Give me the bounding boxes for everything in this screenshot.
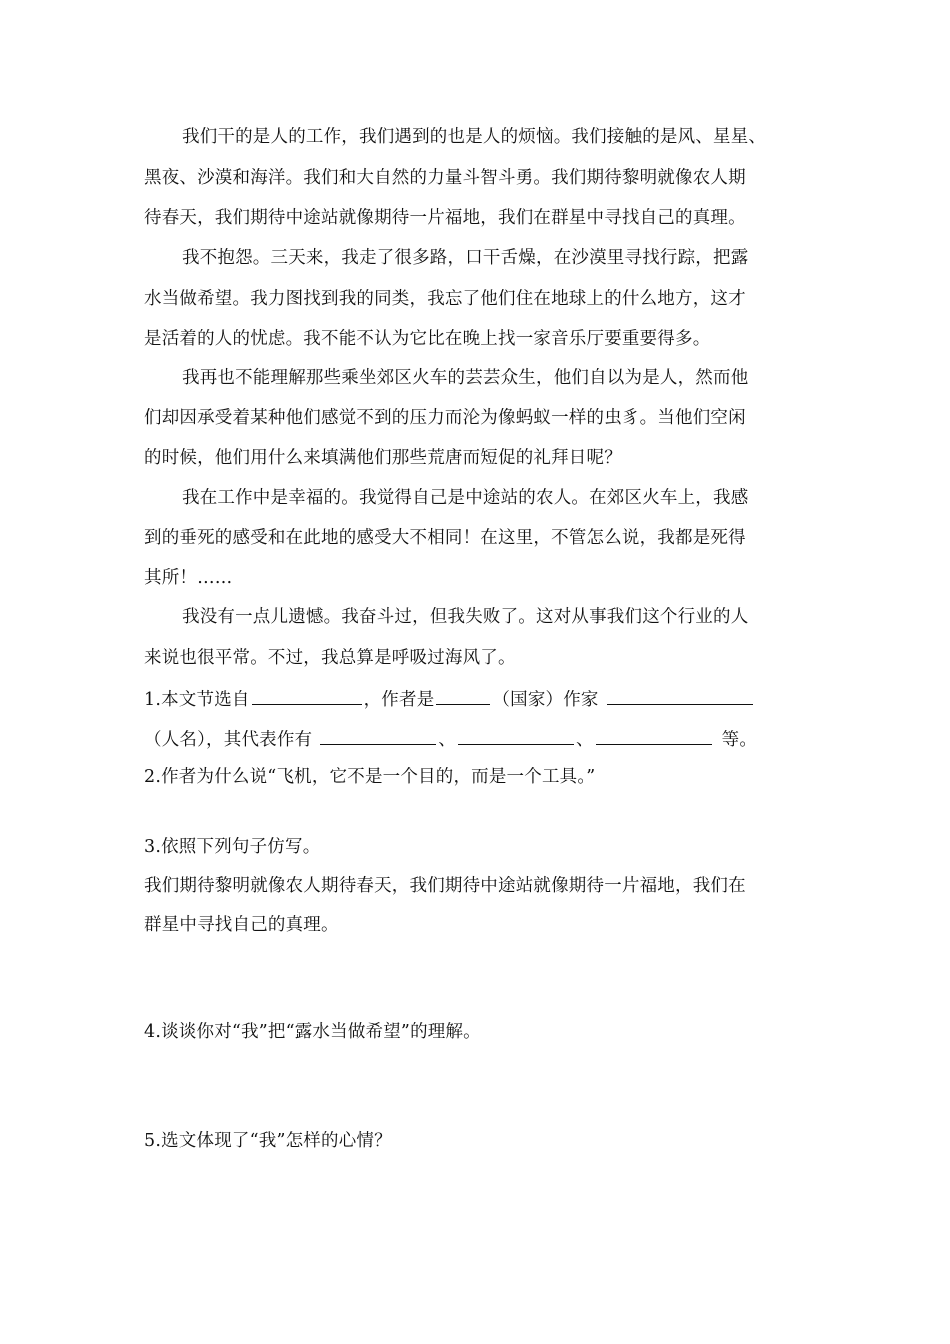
question-3-answer-area[interactable] [144,950,794,1010]
paragraph-3-line-3: 的时候，他们用什么来填满他们那些荒唐而短促的礼拜日呢？ [144,448,622,468]
answer-blank-source[interactable] [252,686,362,705]
paragraph-2-line-3: 是活着的人的忧虑。我不能不认为它比在晚上找一家音乐厅要重要得多。 [144,329,711,349]
question-1-text-d: （人名），其代表作有 [144,730,313,750]
question-1-line-2 [144,726,814,752]
paragraph-4-line-3: 其所！…… [144,568,233,588]
paragraph-2-line-1: 我不抱怨。三天来，我走了很多路，口干舌燥，在沙漠里寻找行踪，把露 [182,248,749,268]
question-3-sentence-line-1: 我们期待黎明就像农人期待春天，我们期待中途站就像期待一片福地，我们在 [144,876,746,896]
question-2-answer-area[interactable] [144,800,794,830]
question-3-prompt: 3.依照下列句子仿写。 [144,837,321,857]
question-4-answer-area[interactable] [144,1056,794,1116]
answer-blank-work-3[interactable] [596,726,712,745]
question-4: 4.谈谈你对“我”把“露水当做希望”的理解。 [144,1022,481,1042]
paragraph-2-line-2: 水当做希望。我力图找到我的同类，我忘了他们住在地球上的什么地方，这才 [144,289,746,309]
paragraph-1-line-2: 黑夜、沙漠和海洋。我们和大自然的力量斗智斗勇。我们期待黎明就像农人期 [144,168,746,188]
answer-blank-author[interactable] [607,686,753,705]
answer-blank-work-1[interactable] [320,726,436,745]
question-1-line-1 [144,686,814,712]
question-3-sentence-line-2: 群星中寻找自己的真理。 [144,915,339,935]
paragraph-3-line-2: 们却因承受着某种他们感觉不到的压力而沦为像蚂蚁一样的虫豸。当他们空闲 [144,408,746,428]
paragraph-3-line-1: 我再也不能理解那些乘坐郊区火车的芸芸众生，他们自以为是人，然而他 [182,368,749,388]
question-1-text-c: （国家）作家 [492,690,599,710]
paragraph-4-line-1: 我在工作中是幸福的。我觉得自己是中途站的农人。在郊区火车上，我感 [182,488,749,508]
question-1-sep-2: 、 [575,730,594,750]
question-5-answer-area[interactable] [144,1165,794,1245]
question-5: 5.选文体现了“我”怎样的心情？ [144,1131,392,1151]
answer-blank-country[interactable] [436,686,490,705]
answer-blank-work-2[interactable] [458,726,574,745]
question-1-text-b: ，作者是 [363,690,435,710]
paragraph-5-line-1: 我没有一点儿遗憾。我奋斗过，但我失败了。这对从事我们这个行业的人 [182,607,749,627]
paragraph-1-line-1: 我们干的是人的工作，我们遇到的也是人的烦恼。我们接触的是风、星星、 [182,127,767,147]
question-1-text-e: 等。 [721,730,758,750]
question-1-text-a: 1.本文节选自 [144,690,250,710]
paragraph-4-line-2: 到的垂死的感受和在此地的感受大不相同！在这里，不管怎么说，我都是死得 [144,528,746,548]
question-2: 2.作者为什么说“飞机，它不是一个目的，而是一个工具。” [144,767,596,787]
paragraph-5-line-2: 来说也很平常。不过，我总算是呼吸过海风了。 [144,648,516,668]
paragraph-1-line-3: 待春天，我们期待中途站就像期待一片福地，我们在群星中寻找自己的真理。 [144,208,746,228]
question-1-sep-1: 、 [438,730,456,750]
